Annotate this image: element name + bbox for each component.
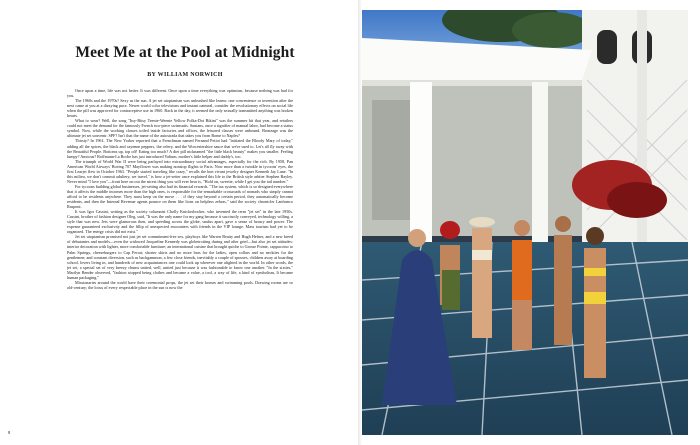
arched-window (597, 30, 617, 64)
photo-illustration (362, 10, 688, 435)
body-paragraph: For tycoons building global businesses, jet-setting also had its financial rewards. "The tax system, which is so designed everywhere that it affects the middle incomes more than the high ones, is responsible for the remarkable crossroads of nomads who simply cannot afford to be residents anywhere. They must keep on the move . . . if they stay beyond a certain period, they automatically become residents, and then the Internal Revenue agents pounce on them like lions on helpless zebras," said the society chronicler Lanfranco Rasponi. (67, 183, 293, 210)
body-paragraph: Jet set utopianism promised not just jet set commitment-free sex, playboys like Warren Beatty and Hugh Hefner, and a new breed of debutantes and models—even the widowed Jacqueline Kennedy was globetrotting during and after grief—but also jet set attitudes: interior decoration with lighter, more comfortable furniture; an international cuisine that brought quiche to Grosse Pointe, cappuccino to Palm Springs, cheeseburgers to Cap Ferrat; shorter skirts and no more bras for the ladies, open collars and no neckties for the gentlemen; and constant diversion, such as backgammon, a few close friends, inevitably a couple of spouses, children away at boarding school, lovers living in, and hundreds of new acquaintances one could look up wherever one alighted in the world. In other words, the jet set, a special set of very breezy chums united, well, united just because it was fashionable to know one another. "In the sixties," Marilyn Bender observed, "fashion stopped being clothes and became a value, a tool, a way of life, a kind of symbolism, It became human packaging." (67, 234, 293, 280)
column (532, 82, 548, 242)
person-turban (440, 221, 460, 239)
article-byline: BY WILLIAM NORWICH (147, 72, 223, 78)
article-body (67, 88, 293, 433)
person-orange-shirt (512, 240, 532, 300)
body-paragraph: Missionaries around the world have their ceremonial props, the jet set their houses and swimming pools. Drawing rooms are so old-century; the locus of every respectable place in the sun is now the (67, 279, 293, 290)
body-paragraph: Thirsty? In 1961, The New Yorker reported that a Frenchman named Fernand Petiot had "initiated the Bloody Mary of today," adding all the spices, the black and cayenne peppers, the celery, and the Worcestershire sauce that we're used to. Let's all fly away with the Beautiful People. Bottoms up, top off! Eating too much? A diet pill nicknamed "the little black beauty" makes you smaller. Feeling lumpy? Anxious? Roffmann-La Roche has just introduced Valium, mother's little helper and daddy's, too. (67, 138, 293, 159)
article-title: Meet Me at the Pool at Midnight (75, 44, 295, 61)
page-number: 8 (8, 430, 11, 435)
body-paragraph: The triumph of World War II were being parlayed into extraordinary social advantages, especially for the rich. By 1958, Pan American World Airways' Boeing 707 Mayflower was making nonstop flights to Paris. Now more than a twinkle in tycoons' eyes, the first Learjet flew in October 1963. "People started traveling like crazy," recalls the bon vivant jewelry designer Kenneth Jay Lane. "In this milieu, we don't commit adultery, we travel," is how a jet-setter once explained this life to the British style arbiter Stephen Bayley. Never mind "I love you"—front here on out the nicest thing you will ever hear is, "Hold on, sweetie, while I get you the tail number." (67, 158, 293, 184)
person-yellow-bikini (584, 248, 606, 378)
body-paragraph: It was Igor Cassini, writing as the society columnist Cholly Knickerbocker, who invented the term "jet set" in the late 1950s. Cassini, brother of fashion designer Oleg, said, "It was the only name for my gang because it succinctly conveyed, technology willing, a style that was new. Jets were glamorous then, and speeding across the globe, snafus apart, gave a sense of luxury and power. The expense guaranteed exclusivity and the fillip of unexpected encounters with friends in the VIP lounge. Mass tourism had yet to be organized. The energy crisis did not exist." (67, 209, 293, 235)
body-paragraph: The 1960s and the 1970s? Sexy as the sun. A jet set utopianism was unleashed like learns: one convenience or invention after the next came at you at a dizzying pace. Newer world color televisions and instant oatmeal, consider the revolutionary effects on social life when the pill was approved for contraceptive use in 1960. Back in the day, it seemed the only sexually transmitted anything was broken hearts. (67, 98, 293, 119)
body-paragraph: Once upon a time, life was not better. It was different. Once upon a time everything was optimism, because nothing was bad for you. (67, 88, 293, 99)
poolside-photo (362, 10, 688, 435)
person-shirtless (554, 235, 572, 345)
column (410, 82, 432, 252)
person-sunhat (469, 217, 495, 227)
body-paragraph: What to wear? Well, the song "Itsy-Bitsy Teenie-Weenie Yellow Polka-Dot Bikini" was the summer hit that year, and retailers could not meet the demand for the famously French two-piece swimsuits. Suntans, once a signifier of manual labor, had become a status symbol. Now, while the working classes toiled inside factories and offices, the leisured classes were unbound. Bronzage was the ultimate jet set souvenir. SPF? Isn't that the name of the autostrada that takes you from Rome to Naples? (67, 118, 293, 139)
